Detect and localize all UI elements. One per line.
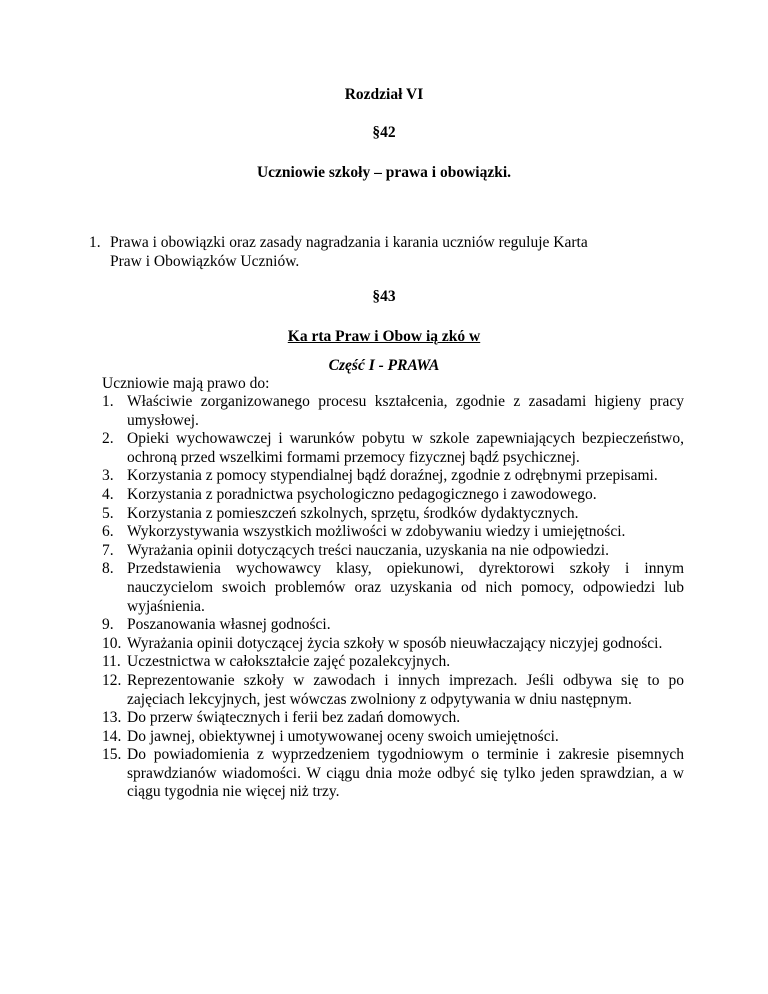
list-item xyxy=(102,393,684,430)
list-item-text: Korzystania z pomocy stypendialnej bądź doraźnej, zgodnie z odrębnymi przepisami. xyxy=(127,467,658,485)
list-item xyxy=(102,523,684,542)
intro-line-1: Prawa i obowiązki oraz zasady nagradzania i karania uczniów reguluje Karta xyxy=(110,234,588,251)
list-item-text: Wyrażania opinii dotyczących treści nauczania, uzyskania na nie odpowiedzi. xyxy=(127,541,609,559)
intro-paragraph xyxy=(89,234,689,271)
list-item-number: 10. xyxy=(102,634,122,652)
list-item-number: 13. xyxy=(102,709,122,727)
list-item xyxy=(102,430,684,467)
list-item-text: Reprezentowanie szkoły w zawodach i innych imprezach. Jeśli odbywa się to po zajęciach lekcyjnych, jest wówczas zwolniony z odpytywania w dniu następnym. xyxy=(127,671,684,708)
list-item xyxy=(102,728,684,747)
list-item xyxy=(102,505,684,524)
rights-list xyxy=(102,393,684,802)
list-item-number: 12. xyxy=(102,671,122,689)
intro-number: 1. xyxy=(89,234,101,251)
list-item xyxy=(102,467,684,486)
list-item-text: Wyrażania opinii dotyczącej życia szkoły w sposób nieuwłaczający niczyjej godności. xyxy=(127,634,663,652)
list-item-number: 2. xyxy=(102,430,114,448)
list-item xyxy=(102,616,684,635)
list-item xyxy=(102,486,684,505)
list-item-number: 14. xyxy=(102,727,122,745)
list-item-text: Korzystania z poradnictwa psychologiczno pedagogicznego i zawodowego. xyxy=(127,485,597,503)
section-43-heading: §43 xyxy=(372,288,396,305)
list-item-number: 4. xyxy=(102,485,114,503)
list-item xyxy=(102,542,684,561)
list-lead: Uczniowie mają prawo do: xyxy=(102,375,270,392)
list-item xyxy=(102,560,684,616)
list-item-number: 7. xyxy=(102,541,114,559)
list-item xyxy=(102,672,684,709)
list-item-number: 11. xyxy=(102,653,121,671)
intro-line-2: Praw i Obowiązków Uczniów. xyxy=(110,252,300,270)
list-item-number: 5. xyxy=(102,504,114,522)
section-42-title: Uczniowie szkoły – prawa i obowiązki. xyxy=(256,164,512,181)
list-item-text: Poszanowania własnej godności. xyxy=(127,616,331,634)
list-item-text: Opieki wychowawczej i warunków pobytu w szkole zapewniających bezpieczeństwo, ochroną przed wszelkimi formami przemocy fizycznej bądź psychicznej. xyxy=(127,430,684,466)
list-item-text: Do powiadomienia z wyprzedzeniem tygodniowym o terminie i zakresie pisemnych sprawdzianów wiadomości. W ciągu dnia może odbyć się tylko jeden sprawdzian, a w ciągu tygodnia nie więcej niż trzy. xyxy=(127,746,684,801)
list-item xyxy=(102,709,684,728)
list-item-number: 8. xyxy=(102,560,114,578)
list-item-text: Do przerw świątecznych i ferii bez zadań domowych. xyxy=(127,709,461,727)
list-item xyxy=(102,635,684,654)
list-item-number: 6. xyxy=(102,523,114,541)
list-item-text: Korzystania z pomieszczeń szkolnych, sprzętu, środków dydaktycznych. xyxy=(127,504,579,522)
list-item-text: Do jawnej, obiektywnej i umotywowanej oceny swoich umiejętności. xyxy=(127,727,559,745)
section-42-heading: §42 xyxy=(372,124,396,141)
list-item-number: 1. xyxy=(102,393,114,410)
list-item-number: 15. xyxy=(102,746,122,764)
list-item xyxy=(102,746,684,802)
list-item xyxy=(102,653,684,672)
list-item-text: Przedstawienia wychowawcy klasy, opiekunowi, dyrektorowi szkoły i innym nauczycielom swoich problemów oraz uzyskania od nich pomocy, odpowiedzi lub wyjaśnienia. xyxy=(127,560,684,615)
list-item-number: 3. xyxy=(102,467,114,485)
part-title: Część I - PRAWA xyxy=(328,357,440,374)
chapter-heading: Rozdział VI xyxy=(344,86,424,103)
list-item-number: 9. xyxy=(102,616,114,634)
list-item-text: Uczestnictwa w całokształcie zajęć pozalekcyjnych. xyxy=(127,653,451,671)
section-43-title: Ka rta Praw i Obow ią zkó w xyxy=(287,328,481,345)
list-item-text: Wykorzystywania wszystkich możliwości w zdobywaniu wiedzy i umiejętności. xyxy=(127,523,626,541)
list-item-text: Właściwie zorganizowanego procesu kształcenia, zgodnie z zasadami higieny pracy umysłowej. xyxy=(127,393,684,429)
